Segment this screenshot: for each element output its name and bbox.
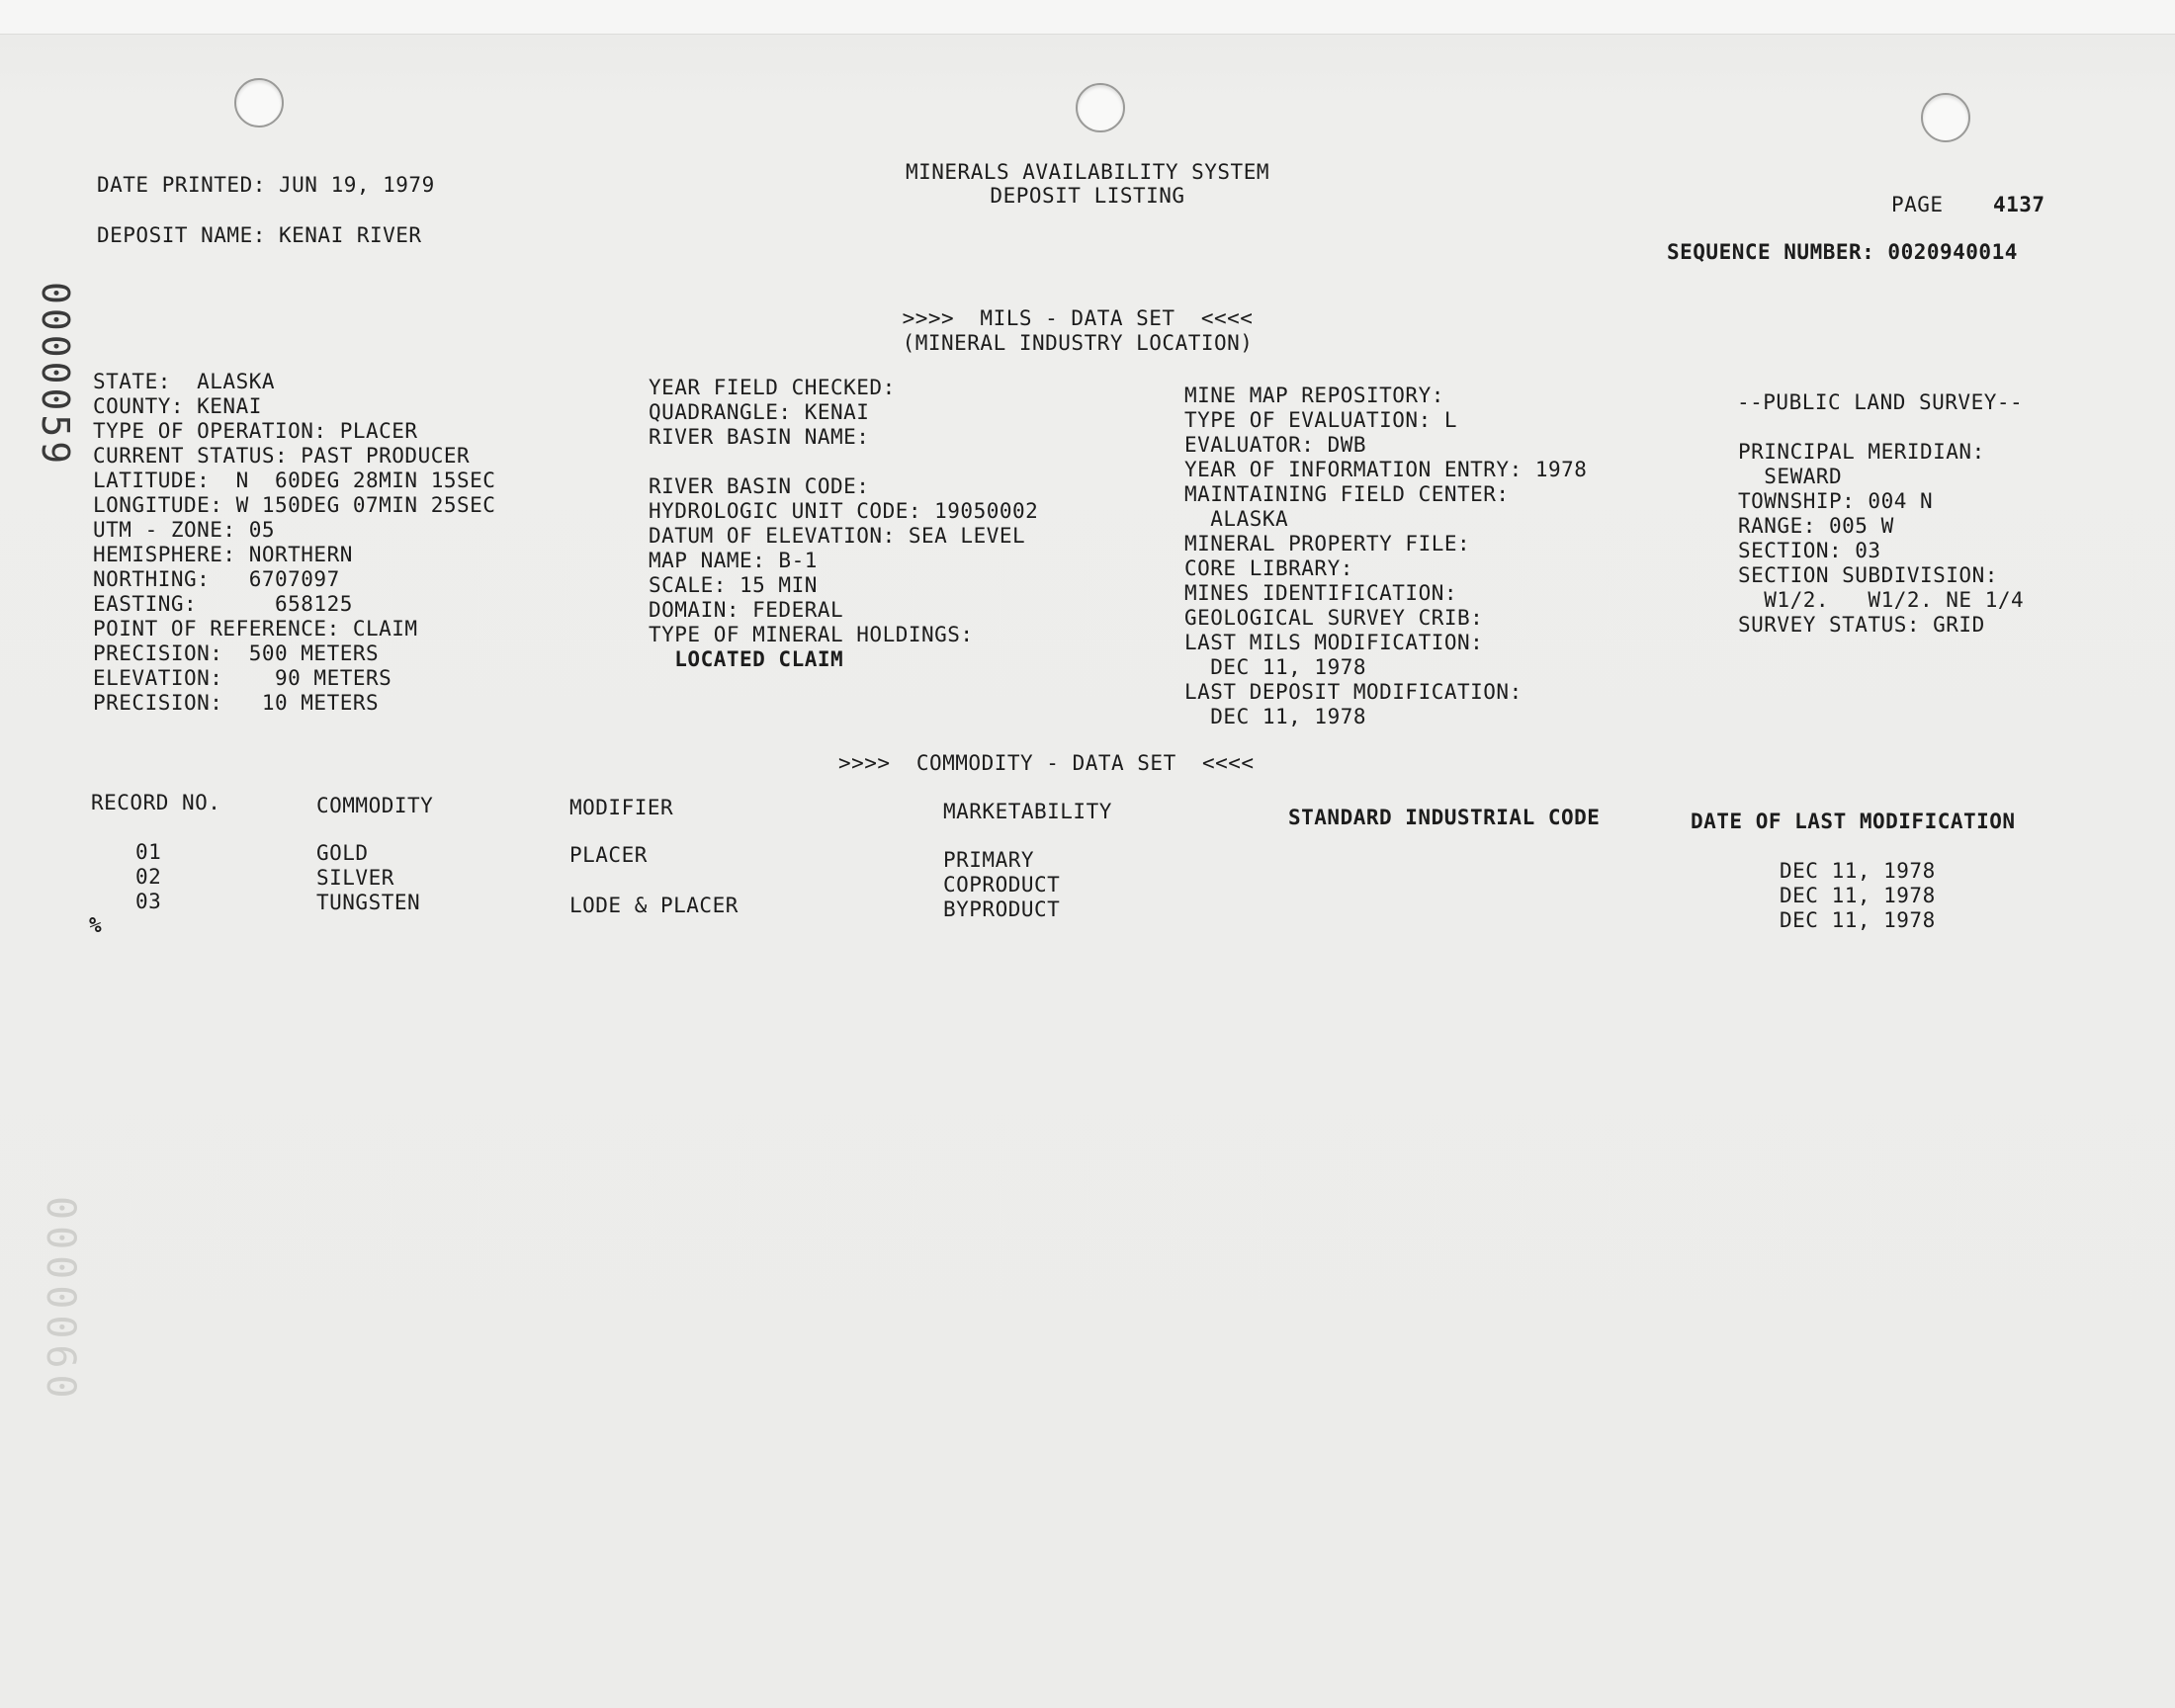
core-library-line: CORE LIBRARY: bbox=[1184, 556, 1353, 580]
last-mils-modification-line: LAST MILS MODIFICATION: bbox=[1184, 631, 1484, 654]
meridian-value-line: SEWARD bbox=[1738, 465, 1843, 488]
county-line: COUNTY: KENAI bbox=[93, 394, 262, 418]
geological-survey-crib-line: GEOLOGICAL SURVEY CRIB: bbox=[1184, 606, 1484, 630]
easting-line: EASTING: 658125 bbox=[93, 592, 353, 616]
range-line: RANGE: 005 W bbox=[1738, 514, 1894, 538]
mineral-holdings-line: TYPE OF MINERAL HOLDINGS: bbox=[649, 623, 974, 646]
header-commodity: COMMODITY bbox=[316, 794, 434, 817]
page-label: PAGE bbox=[1891, 193, 1944, 216]
header-standard-industrial-code: STANDARD INDUSTRIAL CODE bbox=[1288, 806, 1601, 829]
located-claim-line: LOCATED CLAIM bbox=[649, 647, 844, 671]
township-line: TOWNSHIP: 004 N bbox=[1738, 489, 1934, 513]
hemisphere-line: HEMISPHERE: NORTHERN bbox=[93, 543, 353, 566]
northing-line: NORTHING: 6707097 bbox=[93, 567, 340, 591]
maintaining-field-center-line: MAINTAINING FIELD CENTER: bbox=[1184, 482, 1510, 506]
section-line: SECTION: 03 bbox=[1738, 539, 1881, 562]
row-record-no: 03 bbox=[135, 890, 162, 913]
section-subdivision-line: SECTION SUBDIVISION: bbox=[1738, 563, 1998, 587]
mils-section-title: >>>> MILS - DATA SET <<<< bbox=[902, 306, 1254, 330]
page-number: 4137 bbox=[1993, 193, 2045, 216]
last-deposit-modification-line: LAST DEPOSIT MODIFICATION: bbox=[1184, 680, 1522, 704]
punch-hole-center bbox=[1076, 83, 1125, 132]
punch-hole-right bbox=[1921, 93, 1970, 142]
row-marketability: COPRODUCT bbox=[943, 873, 1061, 897]
state-line: STATE: ALASKA bbox=[93, 370, 276, 393]
hydrologic-unit-code-line: HYDROLOGIC UNIT CODE: 19050002 bbox=[649, 499, 1039, 523]
mils-section-subtitle: (MINERAL INDUSTRY LOCATION) bbox=[902, 331, 1254, 355]
quadrangle-line: QUADRANGLE: KENAI bbox=[649, 400, 870, 424]
stamp-number: 0000059 bbox=[34, 282, 77, 469]
survey-status-line: SURVEY STATUS: GRID bbox=[1738, 613, 1985, 637]
precision-line: PRECISION: 500 METERS bbox=[93, 641, 380, 665]
listing-title: DEPOSIT LISTING bbox=[990, 184, 1185, 208]
scan-top-strip bbox=[0, 0, 2175, 35]
date-printed: DATE PRINTED: JUN 19, 1979 bbox=[97, 173, 435, 197]
row-modifier: PLACER bbox=[569, 843, 648, 867]
header-modifier: MODIFIER bbox=[569, 796, 674, 819]
utm-zone-line: UTM - ZONE: 05 bbox=[93, 518, 276, 542]
year-field-checked-line: YEAR FIELD CHECKED: bbox=[649, 376, 896, 399]
field-center-value-line: ALASKA bbox=[1184, 507, 1289, 531]
mines-identification-line: MINES IDENTIFICATION: bbox=[1184, 581, 1458, 605]
datum-of-elevation-line: DATUM OF ELEVATION: SEA LEVEL bbox=[649, 524, 1026, 548]
row-commodity: TUNGSTEN bbox=[316, 891, 421, 914]
faint-stamp-bleedthrough: 0000060 bbox=[38, 1196, 83, 1405]
longitude-line: LONGITUDE: W 150DEG 07MIN 25SEC bbox=[93, 493, 496, 517]
scale-line: SCALE: 15 MIN bbox=[649, 573, 818, 597]
sequence-number: SEQUENCE NUMBER: 0020940014 bbox=[1667, 240, 2018, 264]
mineral-property-file-line: MINERAL PROPERTY FILE: bbox=[1184, 532, 1471, 555]
river-basin-name-line: RIVER BASIN NAME: bbox=[649, 425, 870, 449]
elevation-line: ELEVATION: 90 METERS bbox=[93, 666, 392, 690]
last-mils-modification-date: DEC 11, 1978 bbox=[1184, 655, 1367, 679]
deposit-name: DEPOSIT NAME: KENAI RIVER bbox=[97, 223, 422, 247]
last-deposit-modification-date: DEC 11, 1978 bbox=[1184, 705, 1367, 728]
current-status-line: CURRENT STATUS: PAST PRODUCER bbox=[93, 444, 471, 468]
commodity-section-title: >>>> COMMODITY - DATA SET <<<< bbox=[838, 751, 1255, 775]
row-record-no: 02 bbox=[135, 865, 162, 889]
year-of-information-entry-line: YEAR OF INFORMATION ENTRY: 1978 bbox=[1184, 458, 1588, 481]
header-date-of-last-modification: DATE OF LAST MODIFICATION bbox=[1691, 810, 2016, 833]
subdivision-value-line: W1/2. W1/2. NE 1/4 bbox=[1738, 588, 2025, 612]
operation-type-line: TYPE OF OPERATION: PLACER bbox=[93, 419, 418, 443]
map-name-line: MAP NAME: B-1 bbox=[649, 549, 818, 572]
row-date: DEC 11, 1978 bbox=[1780, 908, 1936, 932]
river-basin-code-line: RIVER BASIN CODE: bbox=[649, 474, 870, 498]
row-commodity: SILVER bbox=[316, 866, 394, 890]
latitude-line: LATITUDE: N 60DEG 28MIN 15SEC bbox=[93, 469, 496, 492]
row-date: DEC 11, 1978 bbox=[1780, 859, 1936, 883]
punch-hole-left bbox=[234, 78, 284, 128]
type-of-evaluation-line: TYPE OF EVALUATION: L bbox=[1184, 408, 1458, 432]
row-date: DEC 11, 1978 bbox=[1780, 884, 1936, 907]
header-marketability: MARKETABILITY bbox=[943, 800, 1112, 823]
public-land-survey-title: --PUBLIC LAND SURVEY-- bbox=[1737, 390, 2024, 414]
principal-meridian-line: PRINCIPAL MERIDIAN: bbox=[1738, 440, 1985, 464]
mine-map-repository-line: MINE MAP REPOSITORY: bbox=[1184, 384, 1444, 407]
elevation-precision-line: PRECISION: 10 METERS bbox=[93, 691, 380, 715]
row-marketability: PRIMARY bbox=[943, 848, 1035, 872]
domain-line: DOMAIN: FEDERAL bbox=[649, 598, 844, 622]
evaluator-line: EVALUATOR: DWB bbox=[1184, 433, 1367, 457]
system-title: MINERALS AVAILABILITY SYSTEM bbox=[905, 160, 1269, 184]
point-of-reference-line: POINT OF REFERENCE: CLAIM bbox=[93, 617, 418, 640]
end-marker: % bbox=[89, 913, 103, 937]
header-record-no: RECORD NO. bbox=[91, 791, 221, 814]
row-modifier: LODE & PLACER bbox=[569, 894, 739, 917]
row-marketability: BYPRODUCT bbox=[943, 897, 1061, 921]
row-commodity: GOLD bbox=[316, 841, 369, 865]
row-record-no: 01 bbox=[135, 840, 162, 864]
